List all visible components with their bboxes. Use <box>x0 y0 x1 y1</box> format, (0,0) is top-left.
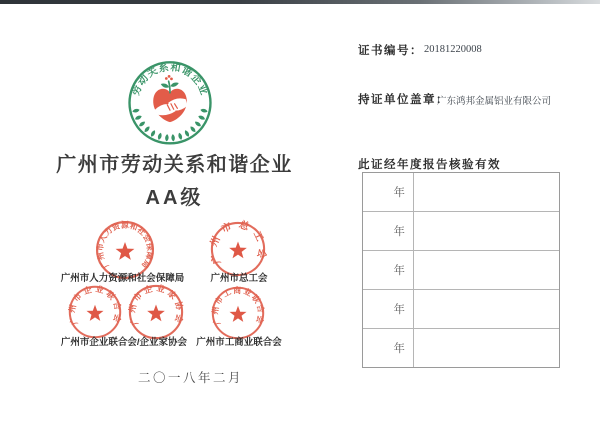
apple-handshake-icon <box>153 89 187 122</box>
svg-text:广州市企业联合会: 广州市企业联合会 <box>67 284 123 326</box>
year-cell: 年 <box>363 212 414 250</box>
holder-company-name: 广东鸿邦金属铝业有限公司 <box>437 97 552 107</box>
table-row <box>363 251 559 290</box>
table-row <box>363 290 559 329</box>
table-row <box>363 173 559 212</box>
harmony-emblem-logo <box>124 55 216 147</box>
seal-label-hr-bureau: 广州市人力资源和社会保障局 <box>60 273 185 284</box>
seal-industry-commerce-federation <box>210 285 266 341</box>
seal-entrepreneurs-association <box>127 283 185 341</box>
annual-verification-table <box>362 172 560 368</box>
year-cell: 年 <box>363 251 414 289</box>
svg-text:广州市总工会: 广州市总工会 <box>208 219 268 266</box>
seal-enterprise-federation <box>67 284 123 340</box>
year-cell: 年 <box>363 329 414 367</box>
verification-blank-cell <box>414 251 559 289</box>
issue-date: 二〇一八年二月 <box>137 371 243 385</box>
table-row <box>363 329 559 367</box>
certificate-grade: AA级 <box>145 187 204 209</box>
verification-caption: 此证经年度报告核验有效 <box>358 159 501 171</box>
year-cell: 年 <box>363 290 414 328</box>
verification-blank-cell <box>414 173 559 211</box>
year-cell: 年 <box>363 173 414 211</box>
seal-label-industry-commerce: 广州市工商业联合会 <box>196 337 282 348</box>
cert-number-label: 证书编号： <box>358 45 423 57</box>
holder-seal-label: 持证单位盖章： <box>358 94 449 106</box>
emblem-arc-text: 劳动关系和谐企业 <box>130 62 210 98</box>
verification-blank-cell <box>414 329 559 367</box>
cert-number-value: 20181220008 <box>424 44 482 55</box>
table-row <box>363 212 559 251</box>
seal-label-trade-union: 广州市总工会 <box>210 273 268 284</box>
verification-blank-cell <box>414 212 559 250</box>
svg-text:广州市工商业联合会: 广州市工商业联合会 <box>210 285 266 327</box>
svg-text:广州市企业家协会: 广州市企业家协会 <box>126 282 186 327</box>
verification-blank-cell <box>414 290 559 328</box>
seal-label-enterprise-federation: 广州市企业联合会/企业家协会 <box>60 337 188 348</box>
svg-text:广州市人力资源和社会保障局: 广州市人力资源和社会保障局 <box>95 220 155 270</box>
certificate-title: 广州市劳动关系和谐企业 <box>56 154 293 176</box>
